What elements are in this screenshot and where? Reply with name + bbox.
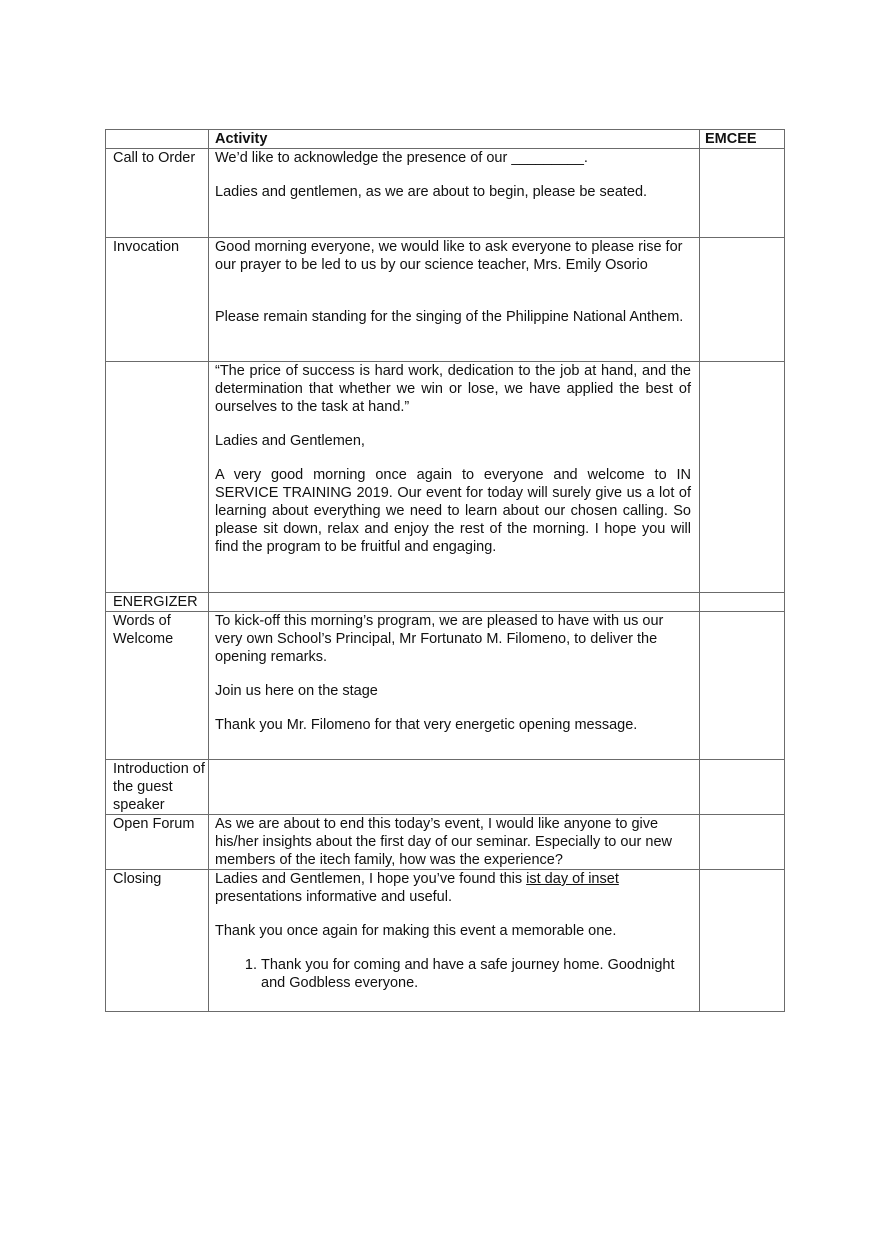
row-open-forum xyxy=(106,815,785,870)
numbered-list xyxy=(215,956,691,992)
activity-text: Join us here on the stage xyxy=(215,683,378,699)
activity-cell xyxy=(209,238,700,362)
activity-text: Good morning everyone, we would like to ask everyone to please rise for our prayer to be led to us by our science teacher, Mrs. Emily Osorio xyxy=(215,239,683,273)
activity-text: Thank you Mr. Filomeno for that very energetic opening message. xyxy=(215,717,638,733)
emcee-cell xyxy=(700,362,785,593)
emcee-cell xyxy=(700,612,785,760)
emcee-cell xyxy=(700,815,785,870)
row-closing xyxy=(106,870,785,1012)
row-guest-speaker xyxy=(106,760,785,815)
row-label: Introduction of the guest speaker xyxy=(106,760,209,815)
quote-text: “The price of success is hard work, dedication to the job at hand, and the determination that whether we win or lose, we have applied the best of ourselves to the task at hand.” xyxy=(215,363,691,415)
activity-text: As we are about to end this today’s event, I would like anyone to give his/her insights about the first day of our seminar. Especially to our new members of the itech family, how was the experience? xyxy=(215,816,672,868)
row-words-of-welcome xyxy=(106,612,785,760)
activity-cell xyxy=(209,760,700,815)
emcee-cell xyxy=(700,238,785,362)
row-energizer xyxy=(106,593,785,612)
row-label: Closing xyxy=(106,870,209,1012)
table-header-row xyxy=(106,130,785,149)
header-blank-cell xyxy=(106,130,209,149)
emcee-cell xyxy=(700,760,785,815)
program-table xyxy=(105,129,785,1012)
row-label: ENERGIZER xyxy=(106,593,209,612)
emcee-cell xyxy=(700,870,785,1012)
activity-cell xyxy=(209,149,700,238)
row-invocation xyxy=(106,238,785,362)
row-label: Open Forum xyxy=(106,815,209,870)
activity-text: To kick-off this morning’s program, we are pleased to have with us our very own School’s Principal, Mr Fortunato M. Filomeno, to deliver the opening remarks. xyxy=(215,613,664,665)
activity-cell xyxy=(209,612,700,760)
activity-text: Ladies and gentlemen, as we are about to begin, please be seated. xyxy=(215,184,648,200)
closing-text-end: presentations informative and useful. xyxy=(215,889,452,905)
underlined-phrase: ist day of inset xyxy=(526,871,619,887)
emcee-cell xyxy=(700,149,785,238)
activity-text: Ladies and Gentlemen, xyxy=(215,433,365,449)
list-item: 1. Thank you for coming and have a safe journey home. Goodnight and Godbless everyone. xyxy=(261,956,691,992)
activity-cell xyxy=(209,870,700,1012)
row-label: Call to Order xyxy=(106,149,209,238)
row-label xyxy=(106,362,209,593)
activity-cell xyxy=(209,815,700,870)
header-activity: Activity xyxy=(209,130,700,149)
row-welcome-quote xyxy=(106,362,785,593)
activity-text: Please remain standing for the singing of the Philippine National Anthem. xyxy=(215,309,684,325)
header-emcee: EMCEE xyxy=(700,130,785,149)
row-label: Invocation xyxy=(106,238,209,362)
activity-text xyxy=(215,870,691,906)
activity-text: We’d like to acknowledge the presence of our _________. xyxy=(215,150,588,166)
row-call-to-order xyxy=(106,149,785,238)
closing-text-start: Ladies and Gentlemen, I hope you’ve found this xyxy=(215,871,527,887)
activity-text: Thank you once again for making this event a memorable one. xyxy=(215,923,617,939)
activity-cell xyxy=(209,593,700,612)
emcee-cell xyxy=(700,593,785,612)
row-label: Words of Welcome xyxy=(106,612,209,760)
activity-text: A very good morning once again to everyone and welcome to IN SERVICE TRAINING 2019. Our event for today will surely give us a lot of learning about everything we need to learn about our chosen calling. So please sit down, relax and enjoy the rest of the morning. I hope you will find the program to be fruitful and engaging. xyxy=(215,467,691,555)
activity-cell xyxy=(209,362,700,593)
